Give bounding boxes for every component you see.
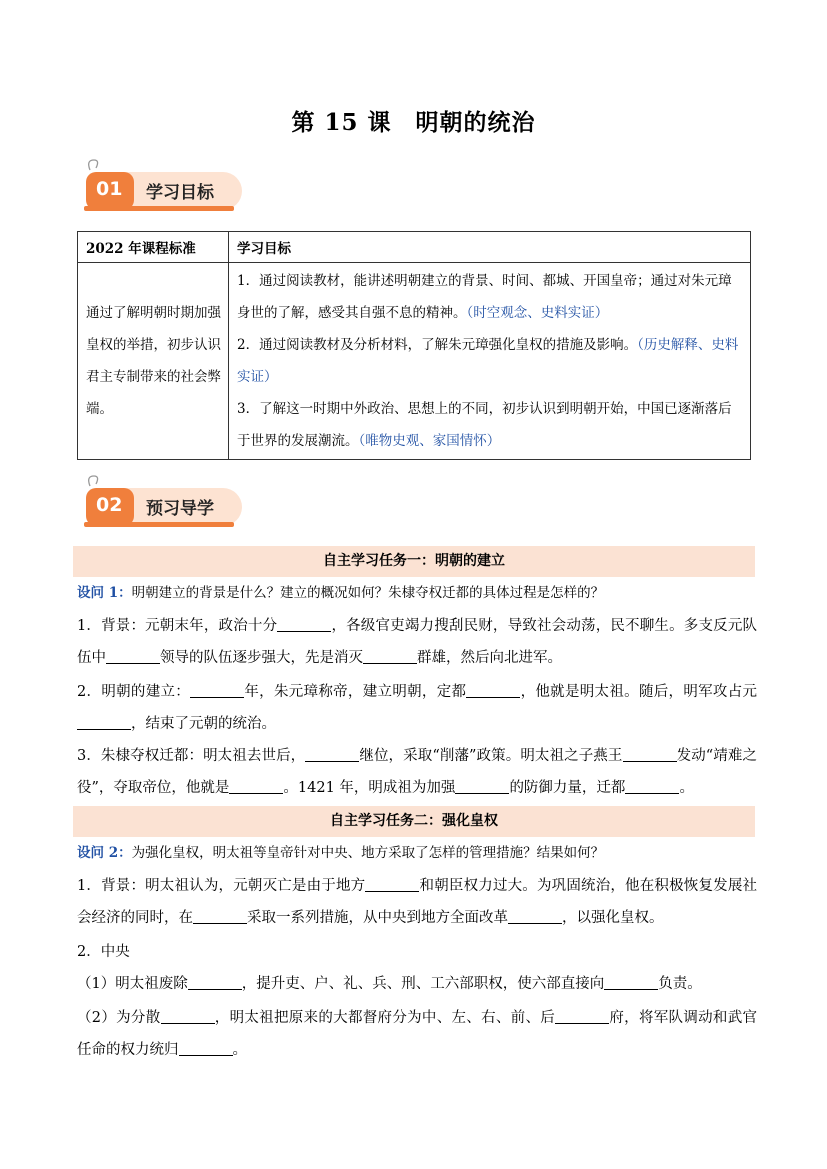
goal-text: 2．通过阅读教材及分析材料，了解朱元璋强化皇权的措施及影响。 <box>237 337 638 353</box>
question-1 <box>77 582 757 604</box>
goals-table <box>77 231 751 460</box>
fill-blank[interactable] <box>455 778 509 794</box>
fill-blank[interactable] <box>623 746 677 762</box>
goal-text: 1．通过阅读教材，能讲述明朝建立的背景、时间、都城、开国皇帝；通过对朱元璋身世的了解，感受其自强不息的精神。 <box>237 273 732 321</box>
text: ，以强化皇权。 <box>562 910 664 926</box>
question-text: 明朝建立的背景是什么？建立的概况如何？朱棣夺权迁都的具体过程是怎样的？ <box>131 585 605 601</box>
standard-cell: 通过了解明朝时期加强皇权的举措，初步认识君主专制带来的社会弊端。 <box>78 263 229 460</box>
fill-blank[interactable] <box>190 682 244 698</box>
question-text: 为强化皇权，明太祖等皇帝针对中央、地方采取了怎样的管理措施？结果如何？ <box>131 845 605 861</box>
text: 。 <box>232 1042 247 1058</box>
text: （2）为分散 <box>77 1010 161 1026</box>
badge-label: 预习导学 <box>146 499 214 519</box>
text: 领导的队伍逐步强大，先是消灭 <box>160 650 363 666</box>
badge-number: 02 <box>96 494 123 516</box>
text: 2．明朝的建立： <box>77 684 191 700</box>
fill-blank[interactable] <box>604 974 658 990</box>
text: 1．背景：元朝末年，政治十分 <box>77 618 278 634</box>
goal-tag: （历史解释、史料实证） <box>237 337 739 385</box>
text: 继位，采取“削藩”政策。明太祖之子燕王 <box>359 748 623 764</box>
header-standard: 2022 年课程标准 <box>78 232 229 263</box>
question-label: 设问 1： <box>77 585 132 601</box>
text: 3．朱棣夺权迁都：明太祖去世后， <box>77 748 306 764</box>
fill-blank[interactable] <box>305 746 359 762</box>
section-badge-study-goals <box>80 156 245 216</box>
goal-tag: （唯物史观、家国情怀） <box>358 433 501 449</box>
text: 发动“靖难之役”，夺取帝位，他就是 <box>77 748 758 796</box>
fill-blank[interactable] <box>77 714 131 730</box>
table-row <box>78 263 751 460</box>
text: ，提升吏、户、礼、兵、刑、工六部职权，使六部直接向 <box>241 976 605 992</box>
header-goals: 学习目标 <box>229 232 751 263</box>
text: ，他就是明太祖。随后，明军攻占元 <box>520 684 758 700</box>
paragraph-founding <box>77 676 757 740</box>
text: ，结束了元朝的统治。 <box>131 716 276 732</box>
goal-item <box>237 393 742 457</box>
goals-cell <box>229 263 751 460</box>
paragraph-measure-2 <box>77 1002 757 1066</box>
fill-blank[interactable] <box>277 616 331 632</box>
fill-blank[interactable] <box>193 908 247 924</box>
text: （1）明太祖废除 <box>77 976 188 992</box>
question-2 <box>77 842 757 864</box>
paragraph-background-2 <box>77 870 757 934</box>
text: 的防御力量，迁都 <box>509 780 626 796</box>
fill-blank[interactable] <box>188 974 242 990</box>
badge-number: 01 <box>96 178 123 200</box>
badge-label: 学习目标 <box>146 183 214 203</box>
goal-text: 3．了解这一时期中外政治、思想上的不同，初步认识到明朝开始，中国已逐渐落后于世界的发展潮流。 <box>237 401 732 449</box>
fill-blank[interactable] <box>625 778 679 794</box>
task-bar-2: 自主学习任务二：强化皇权 <box>73 806 755 837</box>
text: 群雄，然后向北进军。 <box>417 650 562 666</box>
fill-blank[interactable] <box>365 876 419 892</box>
goal-item <box>237 265 742 329</box>
table-header-row <box>78 232 751 263</box>
fill-blank[interactable] <box>466 682 520 698</box>
text: ，各级官吏竭力搜刮民财，导致社会动荡，民不聊生。多支反元队伍中 <box>77 618 758 666</box>
goal-tag: （时空观念、史料实证） <box>466 305 609 321</box>
text: 府，将军队调动和武官任命的权力统归 <box>77 1010 758 1058</box>
section-badge-preview <box>80 472 245 532</box>
text: 负责。 <box>658 976 702 992</box>
fill-blank[interactable] <box>555 1008 609 1024</box>
paragraph-zhudi <box>77 740 757 804</box>
paragraph-central: 2．中央 <box>77 944 130 960</box>
task-bar-1: 自主学习任务一：明朝的建立 <box>73 546 755 577</box>
goal-item <box>237 329 742 393</box>
fill-blank[interactable] <box>179 1040 233 1056</box>
text: 。 <box>679 780 694 796</box>
text: 年，朱元璋称帝，建立明朝，定都 <box>244 684 467 700</box>
text: ，明太祖把原来的大都督府分为中、左、右、前、后 <box>214 1010 556 1026</box>
page-title: 第 15 课 明朝的统治 <box>291 109 536 136</box>
paragraph-background <box>77 610 757 674</box>
fill-blank[interactable] <box>229 778 283 794</box>
paragraph-measure-1 <box>77 968 757 1000</box>
text: 1．背景：明太祖认为，元朝灭亡是由于地方 <box>77 878 366 894</box>
fill-blank[interactable] <box>106 648 160 664</box>
fill-blank[interactable] <box>161 1008 215 1024</box>
text: 和朝臣权力过大。为巩固统治，他在积极恢复发展社会经济的同时，在 <box>77 878 757 926</box>
fill-blank[interactable] <box>508 908 562 924</box>
question-label: 设问 2： <box>77 845 132 861</box>
text: 。1421 年，明成祖为加强 <box>283 780 456 796</box>
fill-blank[interactable] <box>363 648 417 664</box>
text: 采取一系列措施，从中央到地方全面改革 <box>247 910 508 926</box>
